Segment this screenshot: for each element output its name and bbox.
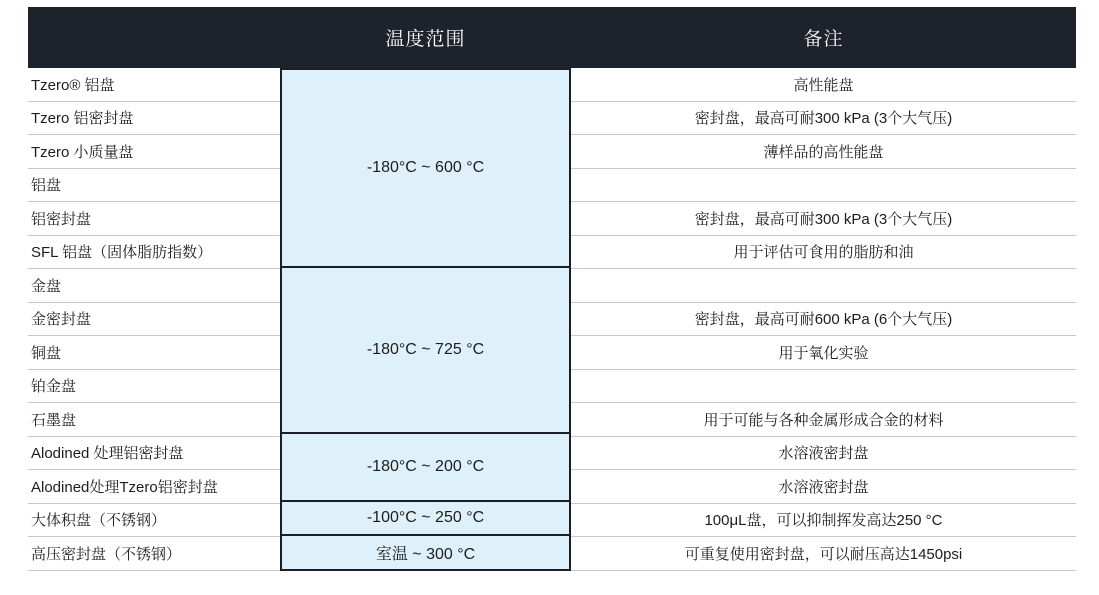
note-cell: 可重复使用密封盘，可以耐压高达1450psi [571,537,1076,571]
temp-range-cell: -100°C ~ 250 °C [282,502,569,537]
pan-name-cell: Alodined 处理铝密封盘 [28,437,280,471]
pan-name-cell: 高压密封盘（不锈钢） [28,537,280,571]
note-cell: 水溶液密封盘 [571,437,1076,471]
note-cell: 密封盘，最高可耐600 kPa (6个大气压) [571,303,1076,337]
pan-name-cell: SFL 铝盘（固体脂肪指数） [28,236,280,270]
pan-name-cell: 大体积盘（不锈钢） [28,504,280,538]
pan-name-cell: 铝密封盘 [28,202,280,236]
temperature-range-column [280,68,571,571]
note-cell: 用于氧化实验 [571,336,1076,370]
pan-name-cell: Tzero 铝密封盘 [28,102,280,136]
note-cell [571,169,1076,203]
pan-name-cell: Tzero® 铝盘 [28,68,280,102]
pan-name-cell: 石墨盘 [28,403,280,437]
note-cell: 密封盘，最高可耐300 kPa (3个大气压) [571,202,1076,236]
temp-range-cell: -180°C ~ 200 °C [282,434,569,501]
note-cell: 100μL盘，可以抑制挥发高达250 °C [571,504,1076,538]
note-cell: 用于可能与各种金属形成合金的材料 [571,403,1076,437]
pan-name-cell: 金盘 [28,269,280,303]
pan-name-cell: Alodined处理Tzero铝密封盘 [28,470,280,504]
note-cell [571,269,1076,303]
table-header-row [28,7,1076,68]
pan-name-cell: 金密封盘 [28,303,280,337]
header-temp-range: 温度范围 [385,29,466,50]
table-body [28,68,1076,571]
note-cell: 密封盘，最高可耐300 kPa (3个大气压) [571,102,1076,136]
pan-temperature-table [28,7,1076,571]
note-cell: 用于评估可食用的脂肪和油 [571,236,1076,270]
header-notes: 备注 [803,29,844,50]
note-cell: 薄样品的高性能盘 [571,135,1076,169]
note-cell [571,370,1076,404]
temp-range-cell: 室温 ~ 300 °C [282,536,569,569]
pan-name-cell: 铝盘 [28,169,280,203]
temp-range-cell: -180°C ~ 600 °C [282,70,569,268]
temp-range-cell: -180°C ~ 725 °C [282,268,569,434]
note-cell: 高性能盘 [571,68,1076,102]
pan-name-cell: 铜盘 [28,336,280,370]
pan-name-cell: Tzero 小质量盘 [28,135,280,169]
pan-name-cell: 铂金盘 [28,370,280,404]
note-cell: 水溶液密封盘 [571,470,1076,504]
